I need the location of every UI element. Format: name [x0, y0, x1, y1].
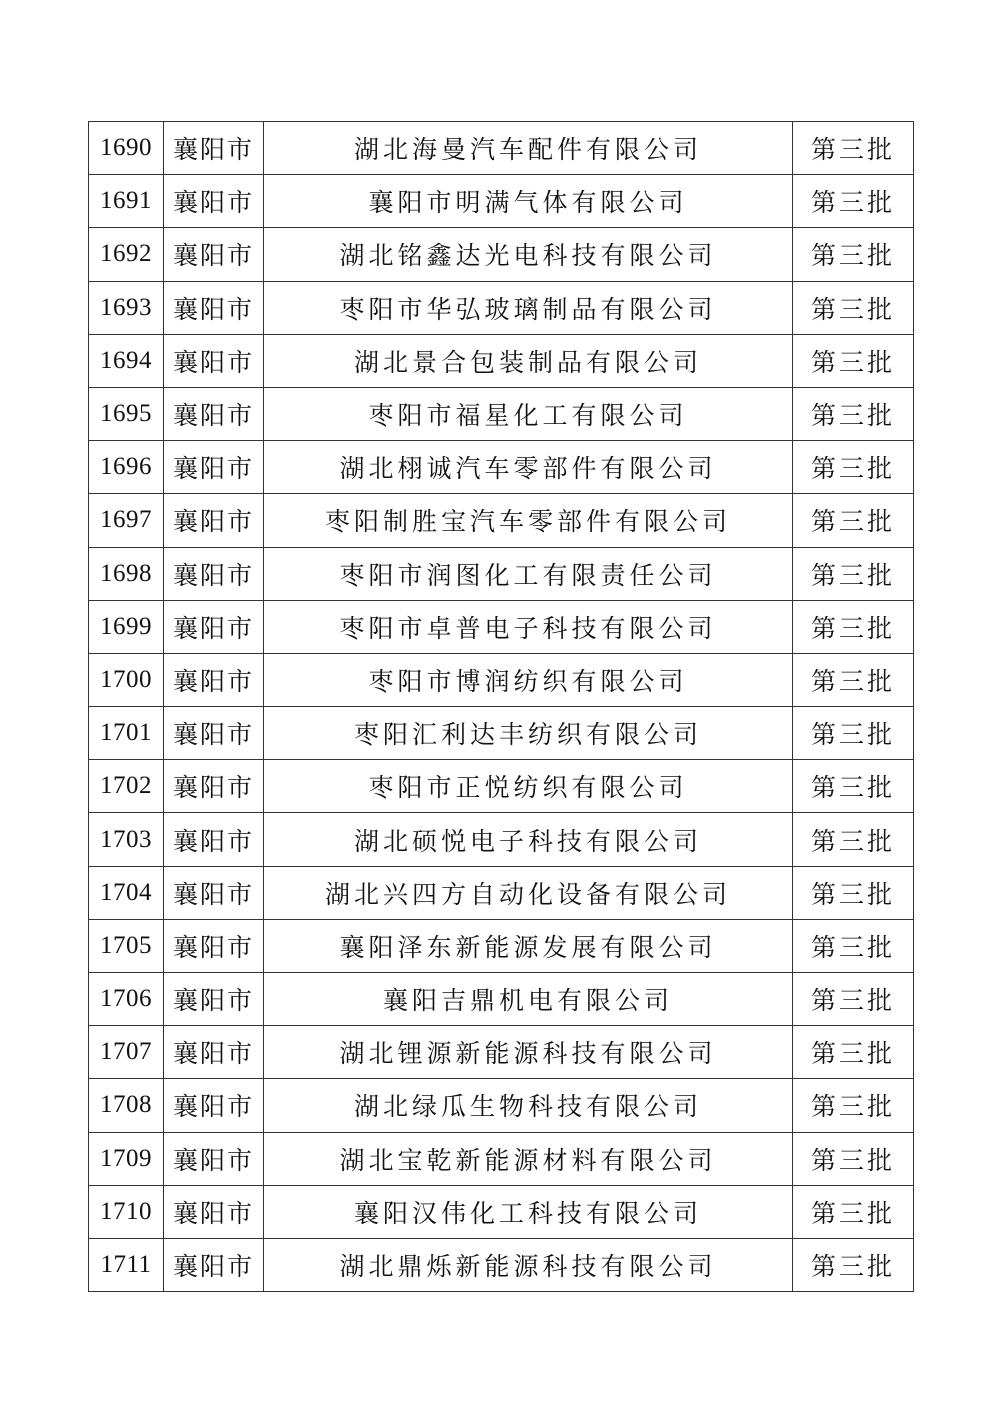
company-list-table: [88, 121, 914, 1292]
company-name-cell: 湖北景合包装制品有限公司: [264, 334, 793, 387]
batch-cell: 第三批: [793, 547, 914, 600]
row-number-cell: 1696: [89, 441, 164, 494]
batch-cell: 第三批: [793, 1238, 914, 1291]
city-cell: 襄阳市: [164, 494, 264, 547]
row-number-cell: 1694: [89, 334, 164, 387]
table-row: [89, 175, 914, 228]
company-name-cell: 枣阳市福星化工有限公司: [264, 387, 793, 440]
row-number-cell: 1705: [89, 919, 164, 972]
row-number-cell: 1710: [89, 1185, 164, 1238]
city-cell: 襄阳市: [164, 866, 264, 919]
table-row: [89, 1132, 914, 1185]
batch-cell: 第三批: [793, 866, 914, 919]
table-row: [89, 387, 914, 440]
company-name-cell: 襄阳泽东新能源发展有限公司: [264, 919, 793, 972]
table-row: [89, 707, 914, 760]
city-cell: 襄阳市: [164, 653, 264, 706]
company-name-cell: 枣阳市博润纺织有限公司: [264, 653, 793, 706]
company-name-cell: 枣阳市华弘玻璃制品有限公司: [264, 281, 793, 334]
table-row: [89, 600, 914, 653]
company-name-cell: 襄阳市明满气体有限公司: [264, 175, 793, 228]
batch-cell: 第三批: [793, 334, 914, 387]
company-name-cell: 枣阳制胜宝汽车零部件有限公司: [264, 494, 793, 547]
city-cell: 襄阳市: [164, 973, 264, 1026]
batch-cell: 第三批: [793, 707, 914, 760]
table-row: [89, 334, 914, 387]
city-cell: 襄阳市: [164, 919, 264, 972]
batch-cell: 第三批: [793, 387, 914, 440]
table-row: [89, 228, 914, 281]
city-cell: 襄阳市: [164, 1079, 264, 1132]
row-number-cell: 1697: [89, 494, 164, 547]
table-row: [89, 973, 914, 1026]
city-cell: 襄阳市: [164, 1238, 264, 1291]
row-number-cell: 1709: [89, 1132, 164, 1185]
company-name-cell: 枣阳市润图化工有限责任公司: [264, 547, 793, 600]
row-number-cell: 1700: [89, 653, 164, 706]
row-number-cell: 1692: [89, 228, 164, 281]
table-row: [89, 547, 914, 600]
batch-cell: 第三批: [793, 441, 914, 494]
table-row: [89, 919, 914, 972]
city-cell: 襄阳市: [164, 600, 264, 653]
table-body: [89, 122, 914, 1292]
table-row: [89, 441, 914, 494]
table-row: [89, 813, 914, 866]
company-name-cell: 湖北铭鑫达光电科技有限公司: [264, 228, 793, 281]
city-cell: 襄阳市: [164, 1132, 264, 1185]
row-number-cell: 1695: [89, 387, 164, 440]
batch-cell: 第三批: [793, 1132, 914, 1185]
batch-cell: 第三批: [793, 760, 914, 813]
table-row: [89, 494, 914, 547]
company-name-cell: 湖北宝乾新能源材料有限公司: [264, 1132, 793, 1185]
table-row: [89, 281, 914, 334]
table-row: [89, 1185, 914, 1238]
company-name-cell: 枣阳汇利达丰纺织有限公司: [264, 707, 793, 760]
batch-cell: 第三批: [793, 653, 914, 706]
row-number-cell: 1704: [89, 866, 164, 919]
row-number-cell: 1703: [89, 813, 164, 866]
city-cell: 襄阳市: [164, 334, 264, 387]
row-number-cell: 1708: [89, 1079, 164, 1132]
city-cell: 襄阳市: [164, 175, 264, 228]
company-name-cell: 襄阳汉伟化工科技有限公司: [264, 1185, 793, 1238]
table-row: [89, 1026, 914, 1079]
row-number-cell: 1691: [89, 175, 164, 228]
city-cell: 襄阳市: [164, 1185, 264, 1238]
table-row: [89, 760, 914, 813]
company-name-cell: 湖北绿瓜生物科技有限公司: [264, 1079, 793, 1132]
row-number-cell: 1702: [89, 760, 164, 813]
city-cell: 襄阳市: [164, 707, 264, 760]
city-cell: 襄阳市: [164, 547, 264, 600]
city-cell: 襄阳市: [164, 387, 264, 440]
batch-cell: 第三批: [793, 600, 914, 653]
table-row: [89, 122, 914, 175]
row-number-cell: 1690: [89, 122, 164, 175]
table-row: [89, 1079, 914, 1132]
batch-cell: 第三批: [793, 281, 914, 334]
row-number-cell: 1699: [89, 600, 164, 653]
batch-cell: 第三批: [793, 175, 914, 228]
city-cell: 襄阳市: [164, 281, 264, 334]
city-cell: 襄阳市: [164, 122, 264, 175]
batch-cell: 第三批: [793, 494, 914, 547]
company-name-cell: 襄阳吉鼎机电有限公司: [264, 973, 793, 1026]
batch-cell: 第三批: [793, 1079, 914, 1132]
company-name-cell: 湖北鼎烁新能源科技有限公司: [264, 1238, 793, 1291]
row-number-cell: 1707: [89, 1026, 164, 1079]
company-name-cell: 枣阳市卓普电子科技有限公司: [264, 600, 793, 653]
company-name-cell: 湖北锂源新能源科技有限公司: [264, 1026, 793, 1079]
company-name-cell: 湖北栩诚汽车零部件有限公司: [264, 441, 793, 494]
row-number-cell: 1693: [89, 281, 164, 334]
company-name-cell: 枣阳市正悦纺织有限公司: [264, 760, 793, 813]
batch-cell: 第三批: [793, 973, 914, 1026]
city-cell: 襄阳市: [164, 813, 264, 866]
batch-cell: 第三批: [793, 813, 914, 866]
row-number-cell: 1701: [89, 707, 164, 760]
row-number-cell: 1706: [89, 973, 164, 1026]
table-row: [89, 1238, 914, 1291]
batch-cell: 第三批: [793, 122, 914, 175]
city-cell: 襄阳市: [164, 760, 264, 813]
city-cell: 襄阳市: [164, 441, 264, 494]
batch-cell: 第三批: [793, 1185, 914, 1238]
table-row: [89, 866, 914, 919]
company-name-cell: 湖北兴四方自动化设备有限公司: [264, 866, 793, 919]
city-cell: 襄阳市: [164, 1026, 264, 1079]
company-name-cell: 湖北海曼汽车配件有限公司: [264, 122, 793, 175]
company-name-cell: 湖北硕悦电子科技有限公司: [264, 813, 793, 866]
row-number-cell: 1698: [89, 547, 164, 600]
batch-cell: 第三批: [793, 1026, 914, 1079]
city-cell: 襄阳市: [164, 228, 264, 281]
batch-cell: 第三批: [793, 228, 914, 281]
row-number-cell: 1711: [89, 1238, 164, 1291]
table-row: [89, 653, 914, 706]
batch-cell: 第三批: [793, 919, 914, 972]
